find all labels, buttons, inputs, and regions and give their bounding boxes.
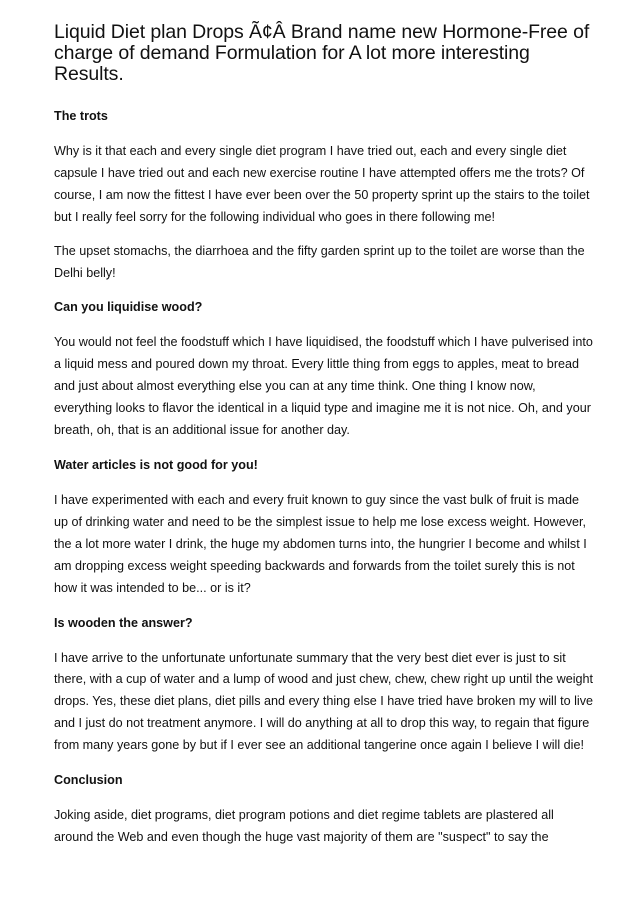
- section-conclusion: [54, 769, 594, 849]
- section-heading: Can you liquidise wood?: [54, 300, 203, 315]
- paragraph: Why is it that each and every single diet program I have tried out, each and every single diet capsule I have tried out and each new exercise routine I have attempted offers me the trots? Of course, I am now the fittest I have ever been over the 50 property sprint up the stairs to the toilet but I really feel sorry for the following individual who goes in there following me!: [54, 144, 590, 224]
- section-the-trots: [54, 105, 594, 284]
- paragraph: I have arrive to the unfortunate unfortunate summary that the very best diet ever is just to sit there, with a cup of water and a lump of wood and just chew, chew, chew right up until the weight drops. Yes, these diet plans, diet pills and every thing else I have tried have broken my will to live and I just do not treatment anymore. I will do anything at all to drop this way, to regain that figure from many years gone by but if I ever see an additional tangerine once again I believe I will die!: [54, 650, 594, 753]
- paragraph: I have experimented with each and every fruit known to guy since the vast bulk of fruit is made up of drinking water and need to be the simplest issue to help me lose excess weight. However, the a lot more water I drink, the huge my abdomen turns into, the hungrier I become and whilst I am dropping excess weight speeding backwards and forwards from the toilet surely this is not how it was intended to be... or is it?: [54, 492, 587, 595]
- section-heading: Is wooden the answer?: [54, 615, 193, 630]
- section-wooden-answer: [54, 612, 594, 758]
- document-page: [54, 22, 594, 861]
- section-heading: Conclusion: [54, 773, 123, 788]
- section-liquidise-wood: [54, 296, 594, 442]
- paragraph: Joking aside, diet programs, diet program potions and diet regime tablets are plastered all around the Web and even though the huge vast majority of them are "suspect" to say the: [54, 808, 554, 844]
- section-heading: Water articles is not good for you!: [54, 457, 258, 472]
- section-heading: The trots: [54, 109, 108, 123]
- document-title: Liquid Diet plan Drops Ã¢Â Brand name new Hormone-Free of charge of demand Formulation for A lot more interesting Results.: [54, 21, 590, 85]
- paragraph: The upset stomachs, the diarrhoea and the fifty garden sprint up to the toilet are worse than the Delhi belly!: [54, 243, 585, 280]
- paragraph: You would not feel the foodstuff which I have liquidised, the foodstuff which I have pulverised into a liquid mess and poured down my throat. Every little thing from eggs to apples, meat to bread and just about almost everything else you can at any time think. One thing I know now, everything looks to flavor the identical in a liquid type and imagine me it is not nice. Oh, and your breath, oh, that is an additional issue for another day.: [54, 335, 593, 438]
- section-water-articles: [54, 454, 594, 600]
